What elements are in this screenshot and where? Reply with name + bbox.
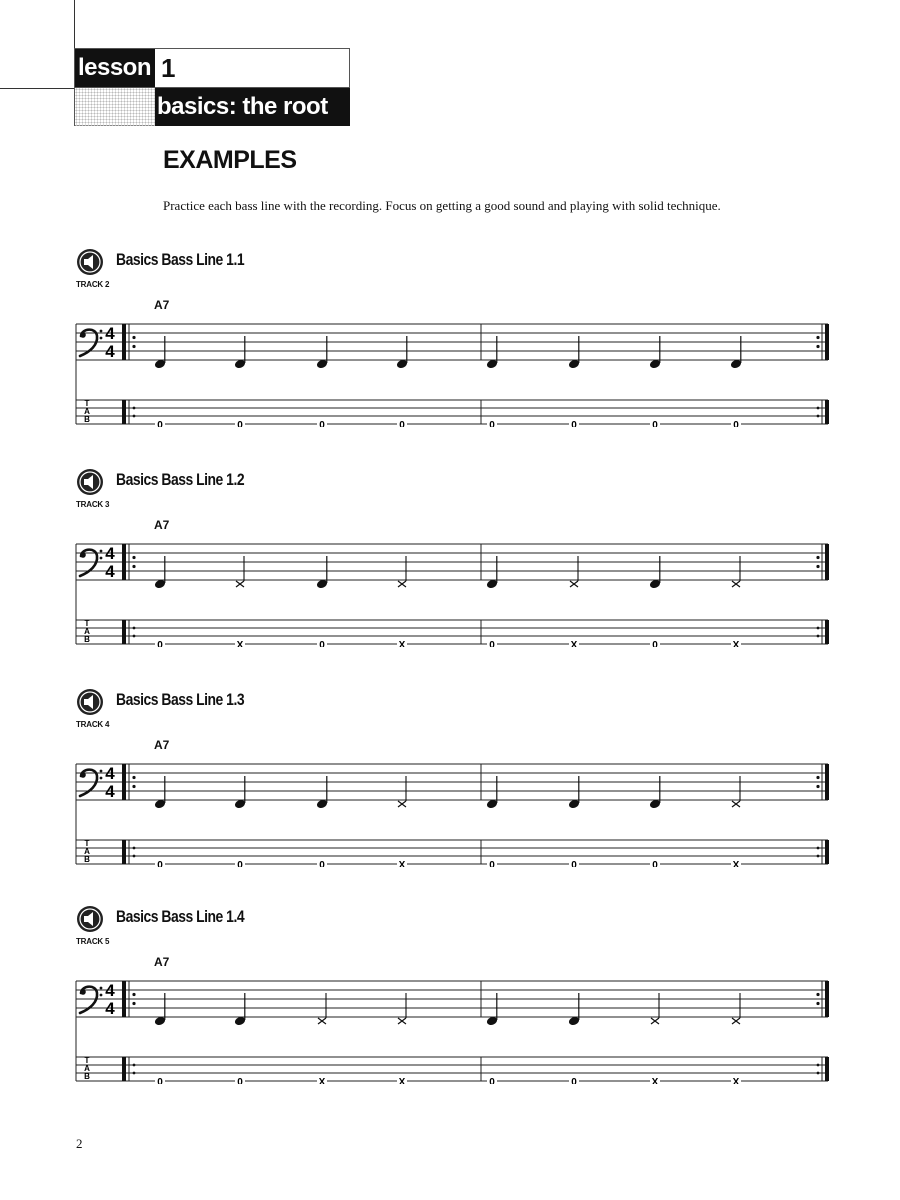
example-title: Basics Bass Line 1.2 (116, 470, 245, 489)
tab-number: 0 (237, 1077, 243, 1084)
tab-number: X (732, 860, 740, 867)
tab-repeat-dot (133, 407, 136, 410)
repeat-start-thick (122, 764, 126, 800)
tab-clef-letter: T (84, 839, 90, 848)
tab-number: 0 (652, 860, 658, 867)
tab-number: 0 (571, 860, 577, 867)
tab-number: 0 (652, 420, 658, 427)
tab-repeat-start-thick (122, 840, 126, 864)
time-signature-denominator: 4 (105, 562, 115, 581)
tab-number: X (318, 1077, 326, 1084)
speaker-audio-icon[interactable] (76, 905, 104, 933)
tab-repeat-dot (133, 627, 136, 630)
tab-repeat-dot (133, 635, 136, 638)
tab-number: X (570, 640, 578, 647)
tab-number: X (732, 640, 740, 647)
tab-repeat-dot (817, 415, 820, 418)
tab-clef-letter: B (84, 415, 90, 424)
tab-repeat-end-thick (825, 1057, 829, 1081)
tab-repeat-dot (817, 855, 820, 858)
repeat-dot (816, 785, 819, 788)
muted-note-head (398, 801, 406, 807)
time-signature-numerator: 4 (105, 544, 115, 563)
tab-number: X (651, 1077, 659, 1084)
tab-number: 0 (319, 640, 325, 647)
crop-mark-horizontal (0, 88, 74, 89)
chord-symbol: A7 (154, 738, 170, 752)
repeat-dot (132, 345, 135, 348)
tab-repeat-dot (133, 1072, 136, 1075)
bass-clef-icon (80, 770, 102, 796)
tab-number: 0 (157, 640, 163, 647)
speaker-audio-icon[interactable] (76, 468, 104, 496)
tab-number: 0 (489, 640, 495, 647)
crop-mark-vertical (74, 0, 75, 48)
repeat-dot (132, 776, 135, 779)
tab-number: X (236, 640, 244, 647)
tab-number: 0 (319, 860, 325, 867)
tab-number: 0 (237, 420, 243, 427)
tab-number: 0 (489, 420, 495, 427)
tab-number: 0 (237, 860, 243, 867)
bass-clef-icon (80, 550, 102, 576)
tab-clef-letter: A (84, 407, 90, 416)
repeat-end-thick (825, 544, 829, 580)
tab-repeat-dot (133, 855, 136, 858)
tab-repeat-dot (133, 415, 136, 418)
tab-number: X (398, 1077, 406, 1084)
muted-note-head (236, 581, 244, 587)
notation-system (0, 312, 900, 427)
tab-number: 0 (489, 860, 495, 867)
tab-number: 0 (399, 420, 405, 427)
tab-number: 0 (157, 420, 163, 427)
time-signature-denominator: 4 (105, 782, 115, 801)
example-block (0, 468, 900, 668)
tab-number: 0 (157, 1077, 163, 1084)
example-block (0, 688, 900, 888)
example-title: Basics Bass Line 1.1 (116, 250, 245, 269)
tab-clef-letter: T (84, 619, 90, 628)
tab-number: 0 (489, 1077, 495, 1084)
tab-repeat-dot (817, 635, 820, 638)
bass-clef-icon (80, 330, 102, 356)
muted-note-head (732, 581, 740, 587)
tab-clef-letter: A (84, 627, 90, 636)
section-title: EXAMPLES (163, 146, 297, 174)
tab-repeat-start-thick (122, 1057, 126, 1081)
tab-clef-letter: B (84, 1072, 90, 1081)
track-label: TRACK 2 (76, 280, 110, 289)
repeat-dot (816, 336, 819, 339)
repeat-dot (132, 565, 135, 568)
tab-clef-letter: B (84, 855, 90, 864)
intro-paragraph: Practice each bass line with the recording. Focus on getting a good sound and playing with solid technique. (163, 198, 721, 213)
tab-number: 0 (733, 420, 739, 427)
lesson-header-top-row (75, 49, 349, 88)
lesson-number: 1 (161, 53, 176, 83)
repeat-dot (132, 336, 135, 339)
repeat-dot (132, 556, 135, 559)
track-label: TRACK 5 (76, 937, 110, 946)
tab-repeat-dot (817, 1072, 820, 1075)
tab-repeat-end-thick (825, 620, 829, 644)
header-dot-pattern (75, 88, 155, 126)
tab-repeat-start-thick (122, 400, 126, 424)
time-signature-numerator: 4 (105, 324, 115, 343)
lesson-header (74, 48, 350, 126)
lesson-subtitle: basics: the root (155, 88, 350, 126)
repeat-dot (816, 1002, 819, 1005)
tab-repeat-end-thick (825, 400, 829, 424)
tab-number: 0 (571, 420, 577, 427)
repeat-end-thick (825, 324, 829, 360)
repeat-dot (132, 993, 135, 996)
tab-number: 0 (319, 420, 325, 427)
muted-note-head (651, 1018, 659, 1024)
speaker-audio-icon[interactable] (76, 248, 104, 276)
tab-clef-letter: T (84, 1056, 90, 1065)
muted-note-head (732, 801, 740, 807)
repeat-dot (816, 776, 819, 779)
repeat-dot (816, 556, 819, 559)
time-signature-denominator: 4 (105, 342, 115, 361)
tab-number: X (398, 860, 406, 867)
notation-system (0, 969, 900, 1084)
chord-symbol: A7 (154, 955, 170, 969)
example-block (0, 248, 900, 448)
muted-note-head (732, 1018, 740, 1024)
example-block (0, 905, 900, 1105)
tab-repeat-end-thick (825, 840, 829, 864)
muted-note-head (570, 581, 578, 587)
repeat-end-thick (825, 981, 829, 1017)
tab-repeat-dot (133, 1064, 136, 1067)
repeat-dot (816, 345, 819, 348)
tab-number: 0 (571, 1077, 577, 1084)
tab-repeat-dot (817, 1064, 820, 1067)
tab-repeat-dot (133, 847, 136, 850)
repeat-start-thick (122, 324, 126, 360)
example-title: Basics Bass Line 1.4 (116, 907, 245, 926)
tab-number: 0 (157, 860, 163, 867)
notation-system (0, 752, 900, 867)
repeat-dot (132, 785, 135, 788)
time-signature-numerator: 4 (105, 981, 115, 1000)
speaker-audio-icon[interactable] (76, 688, 104, 716)
repeat-dot (816, 565, 819, 568)
tab-clef-letter: T (84, 399, 90, 408)
repeat-dot (816, 993, 819, 996)
muted-note-head (398, 1018, 406, 1024)
lesson-label: lesson (75, 49, 155, 87)
repeat-start-thick (122, 544, 126, 580)
track-label: TRACK 4 (76, 720, 110, 729)
tab-number: 0 (652, 640, 658, 647)
chord-symbol: A7 (154, 298, 170, 312)
tab-number: X (398, 640, 406, 647)
tab-number: X (732, 1077, 740, 1084)
muted-note-head (318, 1018, 326, 1024)
repeat-dot (132, 1002, 135, 1005)
time-signature-denominator: 4 (105, 999, 115, 1018)
tab-clef-letter: A (84, 847, 90, 856)
tab-clef-letter: A (84, 1064, 90, 1073)
page-number: 2 (76, 1136, 83, 1151)
tab-repeat-dot (817, 627, 820, 630)
tab-repeat-dot (817, 407, 820, 410)
tab-clef-letter: B (84, 635, 90, 644)
repeat-start-thick (122, 981, 126, 1017)
repeat-end-thick (825, 764, 829, 800)
chord-symbol: A7 (154, 518, 170, 532)
tab-repeat-start-thick (122, 620, 126, 644)
muted-note-head (398, 581, 406, 587)
example-title: Basics Bass Line 1.3 (116, 690, 245, 709)
track-label: TRACK 3 (76, 500, 110, 509)
tab-repeat-dot (817, 847, 820, 850)
bass-clef-icon (80, 987, 102, 1013)
notation-system (0, 532, 900, 647)
time-signature-numerator: 4 (105, 764, 115, 783)
